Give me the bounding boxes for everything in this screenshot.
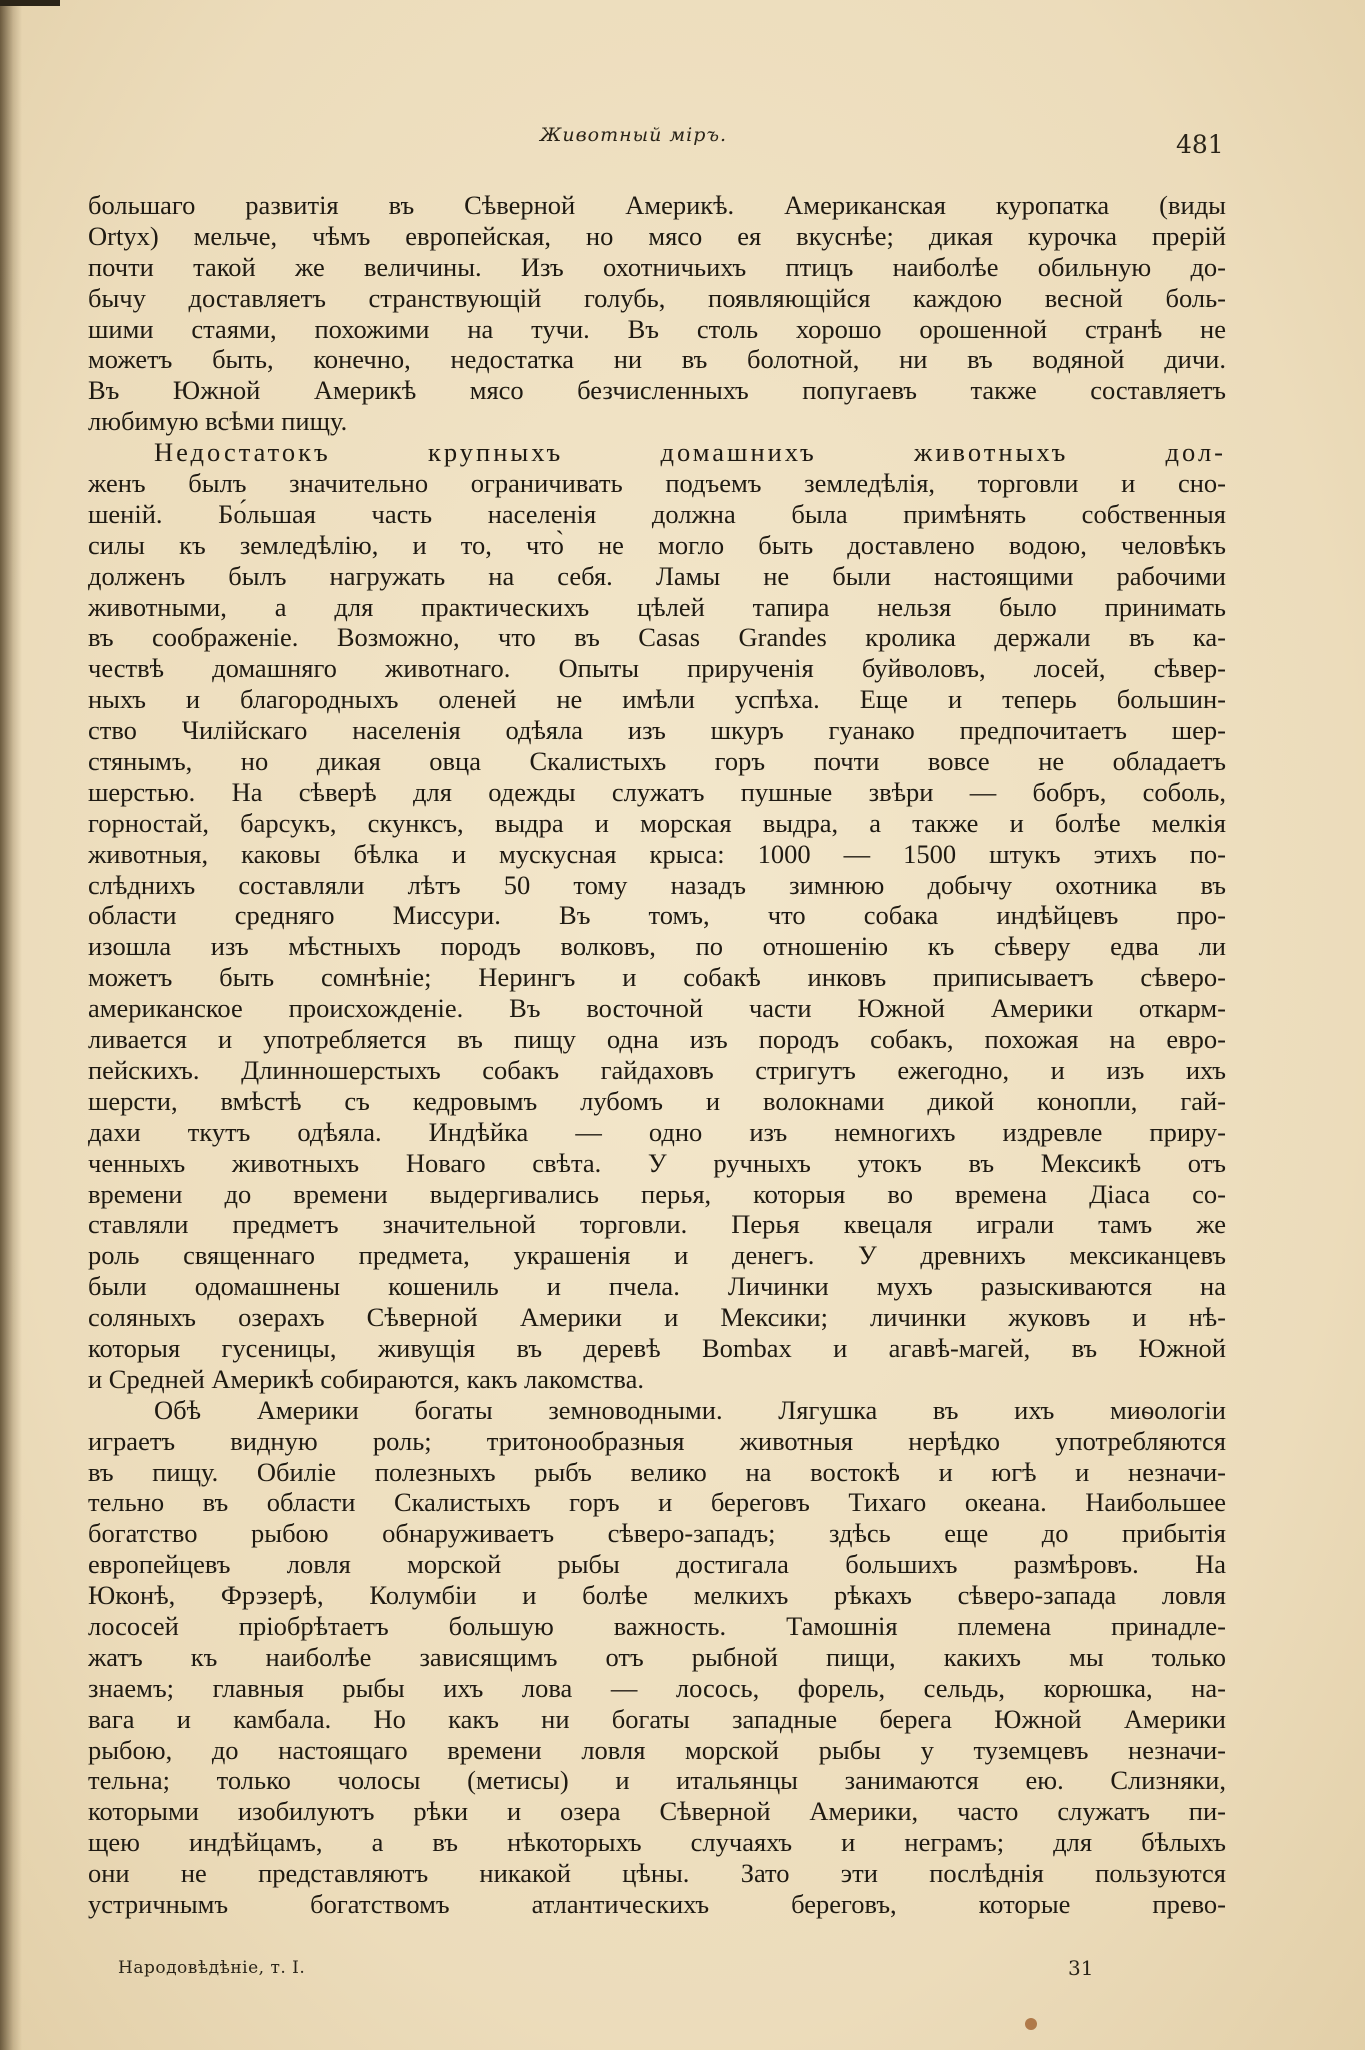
text-line: Юконѣ, Фрэзерѣ, Колумбіи и болѣе мелкихъ рѣкахъ сѣверо-запада ловля <box>88 1580 1226 1611</box>
text-line: рыбою, до настоящаго времени ловля морской рыбы у туземцевъ незначи- <box>88 1734 1226 1765</box>
text-line: шеній. Бо́льшая часть населенія должна была примѣнять собственныя <box>88 498 1226 529</box>
text-line: роль священнаго предмета, украшенія и денегъ. У древнихъ мексиканцевъ <box>88 1240 1226 1271</box>
text-line: силы къ земледѣлію, и то, что̀ не могло быть доставлено водою, человѣкъ <box>88 529 1226 560</box>
text-line: слѣднихъ составляли лѣтъ 50 тому назадъ зимнюю добычу охотника въ <box>88 869 1226 900</box>
text-line: устричнымъ богатствомъ атлантическихъ береговъ, которые прево- <box>88 1888 1226 1919</box>
text-line: играетъ видную роль; тритонообразныя животныя нерѣдко употребляются <box>88 1425 1226 1456</box>
text-line: они не представляютъ никакой цѣны. Зато эти послѣднія пользуются <box>88 1858 1226 1889</box>
page-number: 481 <box>1176 130 1224 159</box>
running-title: Животный міръ. <box>540 124 728 146</box>
text-line: шерстью. На сѣверѣ для одежды служатъ пушные звѣри — бобръ, соболь, <box>88 776 1226 807</box>
text-line: которыми изобилуютъ рѣки и озера Сѣверной Америки, часто служатъ пи- <box>88 1796 1226 1827</box>
text-line: шими стаями, похожими на тучи. Въ столь хорошо орошенной странѣ не <box>88 313 1226 344</box>
text-line: почти такой же величины. Изъ охотничьихъ птицъ наиболѣе обильную до- <box>88 251 1226 282</box>
text-line: бычу доставляетъ странствующій голубь, появляющійся каждою весной боль- <box>88 282 1226 313</box>
text-line: можетъ быть, конечно, недостатка ни въ болотной, ни въ водяной дичи. <box>88 344 1226 375</box>
text-line: богатство рыбою обнаруживаетъ сѣверо-западъ; здѣсь еще до прибытія <box>88 1518 1226 1549</box>
text-line: женъ былъ значительно ограничивать подъемъ земледѣлія, торговли и сно- <box>88 468 1226 499</box>
text-line: жатъ къ наиболѣе зависящимъ отъ рыбной пищи, какихъ мы только <box>88 1641 1226 1672</box>
text-line: дахи ткутъ одѣяла. Индѣйка — одно изъ немногихъ издревле приру- <box>88 1116 1226 1147</box>
text-line: щею индѣйцамъ, а въ нѣкоторыхъ случаяхъ и неграмъ; для бѣлыхъ <box>88 1827 1226 1858</box>
text-line: ливается и употребляется въ пищу одна изъ породъ собакъ, похожая на евро- <box>88 1024 1226 1055</box>
text-line: ченныхъ животныхъ Новаго свѣта. У ручныхъ утокъ въ Мексикѣ отъ <box>88 1147 1226 1178</box>
text-line: шерсти, вмѣстѣ съ кедровымъ лубомъ и волокнами дикой конопли, гай- <box>88 1085 1226 1116</box>
corner-mark <box>0 0 60 6</box>
text-line: области средняго Миссури. Въ томъ, что собака индѣйцевъ про- <box>88 900 1226 931</box>
text-line: соляныхъ озерахъ Сѣверной Америки и Мексики; личинки жуковъ и нѣ- <box>88 1302 1226 1333</box>
text-line: изошла изъ мѣстныхъ породъ волковъ, по отношенію къ сѣверу едва ли <box>88 931 1226 962</box>
text-line: времени до времени выдергивались перья, которыя во времена Діаса со- <box>88 1178 1226 1209</box>
text-line: животными, а для практическихъ цѣлей тапира нельзя было принимать <box>88 591 1226 622</box>
text-line: вага и камбала. Но какъ ни богаты западные берега Южной Америки <box>88 1703 1226 1734</box>
text-line: тельна; только чолосы (метисы) и итальянцы занимаются ею. Слизняки, <box>88 1765 1226 1796</box>
text-line: знаемъ; главныя рыбы ихъ лова — лосось, форель, сельдь, корюшка, на- <box>88 1672 1226 1703</box>
text-line: Обѣ Америки богаты земноводными. Лягушка въ ихъ миѳологіи <box>154 1394 1226 1425</box>
text-line: Въ Южной Америкѣ мясо безчисленныхъ попугаевъ также составляетъ <box>88 375 1226 406</box>
text-line: американское происхожденіе. Въ восточной части Южной Америки откарм- <box>88 993 1226 1024</box>
text-line: въ соображеніе. Возможно, что въ Casas Grandes кролика держали въ ка- <box>88 622 1226 653</box>
text-line: любимую всѣми пищу. <box>88 406 348 437</box>
text-line: ство Чилійскаго населенія одѣяла изъ шкуръ гуанако предпочитаетъ шер- <box>88 715 1226 746</box>
text-line: долженъ былъ нагружать на себя. Ламы не были настоящими рабочими <box>88 560 1226 591</box>
text-line: Ortyx) мельче, чѣмъ европейская, но мясо ея вкуснѣе; дикая курочка прерій <box>88 220 1226 251</box>
text-line: чествѣ домашняго животнаго. Опыты прирученія буйволовъ, лосей, сѣвер- <box>88 653 1226 684</box>
paper-stain <box>1025 2018 1037 2030</box>
text-line: горностай, барсукъ, скунксъ, выдра и морская выдра, а также и болѣе мелкія <box>88 807 1226 838</box>
text-line: Недостатокъ крупныхъ домашнихъ животныхъ дол- <box>154 437 1226 468</box>
text-line: въ пищу. Обиліе полезныхъ рыбъ велико на востокѣ и югѣ и незначи- <box>88 1456 1226 1487</box>
text-line: были одомашнены кошениль и пчела. Личинки мухъ разыскиваются на <box>88 1271 1226 1302</box>
text-line: животныя, каковы бѣлка и мускусная крыса: 1000 — 1500 штукъ этихъ по- <box>88 838 1226 869</box>
text-line: можетъ быть сомнѣніе; Нерингъ и собакѣ инковъ приписываетъ сѣверо- <box>88 962 1226 993</box>
text-line: лососей пріобрѣтаетъ большую важность. Тамошнія племена принадле- <box>88 1610 1226 1641</box>
signature-number: 31 <box>1068 1956 1094 1980</box>
text-line: ныхъ и благородныхъ оленей не имѣли успѣха. Еще и теперь большин- <box>88 684 1226 715</box>
signature-mark: Народовѣдѣніе, т. I. <box>118 1958 306 1978</box>
text-line: ставляли предметъ значительной торговли. Перья квецаля играли тамъ же <box>88 1209 1226 1240</box>
text-line: европейцевъ ловля морской рыбы достигала большихъ размѣровъ. На <box>88 1549 1226 1580</box>
text-line: пейскихъ. Длинношерстыхъ собакъ гайдаховъ стригутъ ежегодно, и изъ ихъ <box>88 1054 1226 1085</box>
text-line: стянымъ, но дикая овца Скалистыхъ горъ почти вовсе не обладаетъ <box>88 746 1226 777</box>
text-line: которыя гусеницы, живущія въ деревѣ Bombax и агавѣ-магей, въ Южной <box>88 1332 1226 1363</box>
binding-shadow <box>0 0 22 2050</box>
text-line: и Средней Америкѣ собираются, какъ лакомства. <box>88 1363 644 1394</box>
body-text <box>88 190 1226 1920</box>
text-line: тельно въ области Скалистыхъ горъ и береговъ Тихаго океана. Наибольшее <box>88 1487 1226 1518</box>
text-line: большаго развитія въ Сѣверной Америкѣ. Американская куропатка (виды <box>88 190 1226 220</box>
